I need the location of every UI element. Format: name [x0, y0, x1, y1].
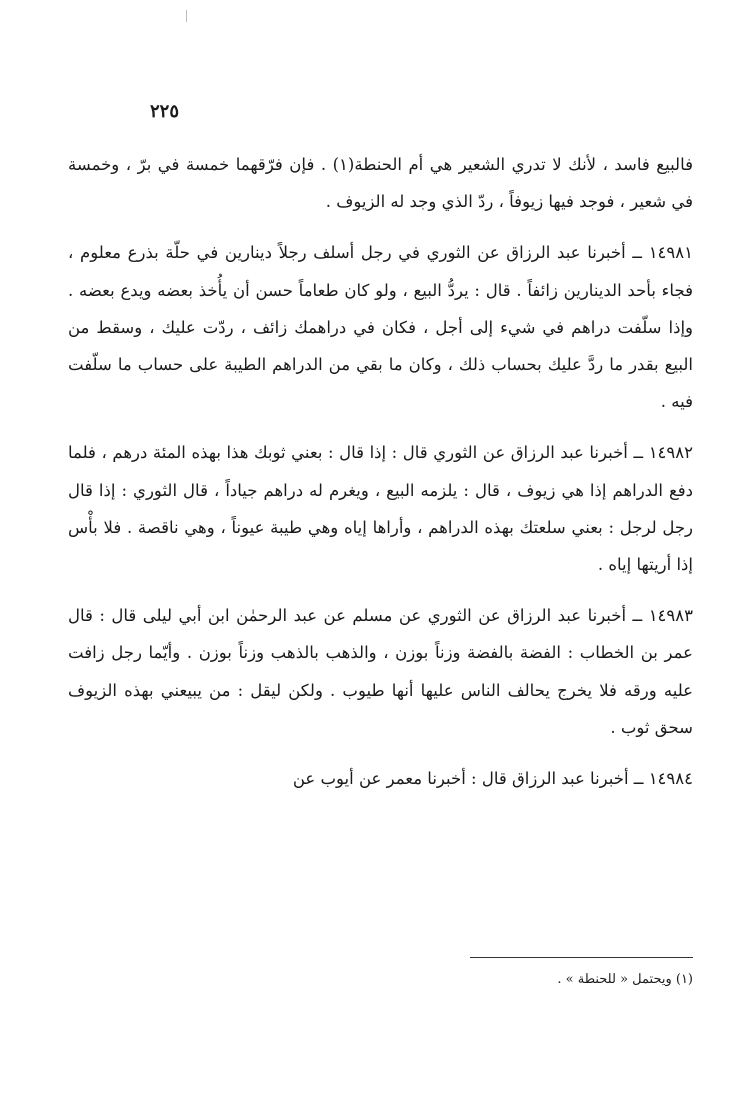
paragraph-hadith-14983: ١٤٩٨٣ ــ أخبرنا عبد الرزاق عن الثوري عن مسلم عن عبد الرحمٰن ابن أبي ليلى قال : قال عمر بن الخطاب : الفضة بالفضة وزناً بوزن ، والذهب بالذهب وزناً بوزن . وأيّما رجل زافت عليه ورقه فلا يخرج يحالف الناس عليها أنها طيوب . ولكن ليقل : من يبيعني بهذه الزيوف سحق ثوب . [68, 606, 693, 737]
footnote: (١) ويحتمل « للحنطة » . [557, 972, 693, 987]
scan-tick-mark [186, 10, 187, 22]
paragraph-continuation: فالبيع فاسد ، لأنك لا تدري الشعير هي أم الحنطة(١) . فإن فرّقهما خمسة في برّ ، وخمسة في شعير ، فوجد فيها زيوفاً ، ردّ الذي وجد له الزيوف . [68, 155, 693, 212]
paragraph-hadith-14981: ١٤٩٨١ ــ أخبرنا عبد الرزاق عن الثوري في رجل أسلف رجلاً دينارين في حلّة بذرع معلوم ، فجاء بأحد الدينارين زائفاً . قال : يردُّ البيع ، ولو كان طعاماً حسن أن يأُخذ بعضه ويدع بعضه . وإذا سلّفت دراهم في شيء إلى أجل ، فكان في دراهمك زائف ، ردّت عليك ، وسقط من البيع بقدر ما ردَّ عليك بحساب ذلك ، وكان ما بقي من الدراهم الطيبة على حساب ما سلّفت فيه . [68, 243, 693, 412]
footnote-divider [470, 957, 693, 958]
paragraph-hadith-14984: ١٤٩٨٤ ــ أخبرنا عبد الرزاق قال : أخبرنا معمر عن أيوب عن [292, 769, 693, 789]
paragraph-hadith-14982: ١٤٩٨٢ ــ أخبرنا عبد الرزاق عن الثوري قال : إذا قال : بعني ثوبك هذا بهذه المئة درهم ، فلما دفع الدراهم إذا هي زيوف ، قال : يلزمه البيع ، ويغرم له دراهم جياداً ، قال الثوري : إذا قال رجل لرجل : بعني سلعتك بهذه الدراهم ، وأراها إياه وهي طيبة عيوناً ، وهي ناقصة . فلا بأْس إذا أريتها إياه . [68, 443, 693, 575]
body-text [68, 146, 693, 797]
page-number: ٢٢٥ [150, 101, 180, 122]
